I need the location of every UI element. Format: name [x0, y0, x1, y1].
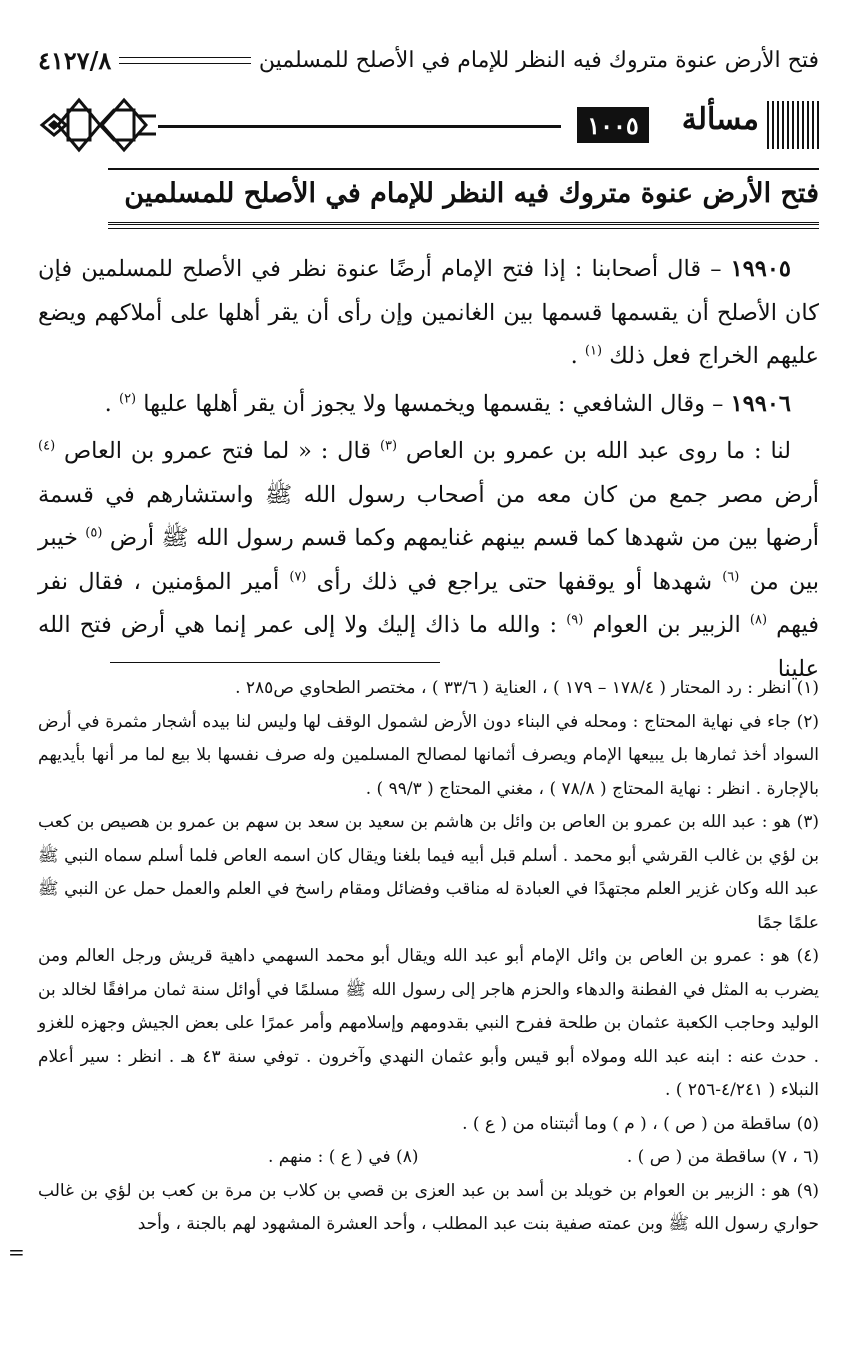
paragraph-text: خيبر بين من — [38, 525, 819, 595]
paragraph-text: – وقال الشافعي : يقسمها ويخمسها ولا يجوز أن يقر أهلها عليها — [136, 390, 731, 417]
continuation-mark: = — [8, 1240, 25, 1264]
paragraph-evidence — [38, 430, 819, 691]
section-title: فتح الأرض عنوة متروك فيه النظر للإمام في الأصلح للمسلمين — [124, 178, 819, 209]
paragraph-text: : والله ما ذاك إليك ولا إلى عمر إنما هي أرض فتح الله علينا — [38, 612, 819, 682]
main-text — [38, 248, 819, 695]
paragraph-number: ١٩٩٠٥ — [730, 256, 791, 282]
issue-label: مسألة — [681, 102, 759, 137]
footnote-row-6-8 — [38, 1141, 819, 1175]
footnote-separator — [110, 662, 440, 663]
paragraph-end: . — [104, 390, 119, 417]
running-header — [38, 40, 819, 80]
footnote-ref: (٨) — [749, 612, 768, 628]
footnote-ref: (٧) — [289, 569, 307, 584]
title-bottom-rule — [108, 222, 819, 229]
issue-number-badge: ١٠٠٥ — [577, 107, 649, 143]
footnote-ref: (٣) — [379, 438, 398, 454]
paragraph-19905 — [38, 248, 819, 379]
paragraph-number: ١٩٩٠٦ — [730, 390, 791, 417]
footnote-3: (٣) هو : عبد الله بن عمرو بن العاص بن وائل بن هاشم بن سعيد بن سعد بن سهم بن عمرو بن هصيص بن كعب بن لؤي بن غالب القرشي أبو محمد . أسلم قبل أبيه فيما بلغنا ويقال كان اسمه العاص فلما أسلم سماه النبي ﷺ عبد الله وكان غزير العلم مجتهدًا في العبادة له مناقب وفضائل ومقام راسخ في العلم والعمل حمل عن النبي ﷺ علمًا جمًا — [38, 812, 819, 933]
footnote-ref: (٦) — [722, 569, 740, 584]
footnotes — [38, 672, 819, 1242]
footnote-ref: (٤) — [38, 438, 56, 454]
issue-band — [38, 96, 819, 154]
footnote-ref: (١) — [584, 343, 603, 359]
footnote-ref: (٥) — [85, 525, 103, 541]
footnote-5: (٥) ساقطة من ( ص ) ، ( م ) وما أثبتناه من ( ع ) . — [462, 1113, 819, 1134]
footnote-ref: (٩) — [566, 612, 584, 628]
paragraph-text: لنا : ما روى عبد الله بن عمرو بن العاص — [397, 438, 791, 464]
footnote-4: (٤) هو : عمرو بن العاص بن وائل الإمام أبو عبد الله ويقال أبو محمد السهمي داهية قريش ورجل العالم ومن يضرب به المثل في الفطنة والدهاء والحزم هاجر إلى رسول الله ﷺ مسلمًا في أوائل سنة ثمان مرافقًا لخالد بن الوليد وحاجب الكعبة عثمان بن طلحة ففرح النبي بقدومهم وإسلامهم وأمر عمرًا على بعض الجيش وجهزه للغزو . حدث عنه : ابنه عبد الله ومولاه أبو قيس وأبو عثمان النهدي وآخرون . توفي سنة ٤٣ هـ . انظر : سير أعلام النبلاء ( ٤/٢٤١-٢٥٦ ) . — [38, 946, 819, 1100]
footnote-2: (٢) جاء في نهاية المحتاج : ومحله في البناء دون الأرض لشمول الوقف لها وليس لنا بيده أشجار مثمرة في أرض السواد أخذ ثمارها بل يبيعها الإمام ويصرف أثمانها لمصالح المسلمين وله صرف نفسها بلا بيع لما مر أنها بأيديهم بالإجارة . انظر : نهاية المحتاج ( ٧٨/٨ ) ، مغني المحتاج ( ٩٩/٣ ) . — [38, 711, 819, 799]
running-header-rule — [119, 57, 251, 64]
paragraph-19906 — [38, 383, 819, 427]
paragraph-text: – قال أصحابنا : إذا فتح الإمام أرضًا عنوة نظر في الأصلح للمسلمين فإن كان الأصلح أن يقسمها قسمها بين الغانمين وإن رأى أن يقر أهلها على أملاكهم ويضع عليهم الخراج فعل ذلك — [38, 256, 819, 369]
knot-ornament-icon — [38, 96, 160, 154]
paragraph-text: الزبير بن العوام — [583, 612, 750, 638]
paragraph-text: شهدها أو يوقفها حتى يراجع في ذلك رأى — [306, 568, 723, 595]
footnote-1: (١) انظر : رد المحتار ( ١٧٨/٤ – ١٧٩ ) ، العناية ( ٣٣/٦ ) ، مختصر الطحاوي ص٢٨٥ . — [235, 678, 819, 698]
paragraph-text: أمير المؤمنين ، فقال نفر فيهم — [38, 568, 819, 638]
footnote-ref: (٢) — [118, 391, 137, 406]
striped-ornament — [767, 101, 819, 149]
band-rule — [158, 125, 561, 128]
title-top-rule — [108, 168, 819, 170]
footnote-8: (٨) في ( ع ) : منهم . — [268, 1147, 419, 1167]
running-header-number: ٤١٢٧/٨ — [38, 45, 112, 75]
book-page — [8, 0, 819, 1354]
footnote-6-7: (٦ ، ٧) ساقطة من ( ص ) . — [626, 1147, 819, 1167]
paragraph-end: . — [570, 343, 585, 369]
paragraph-text: قال : « لما فتح عمرو بن العاص — [55, 438, 380, 464]
paragraph-text: أرض مصر جمع من كان معه من أصحاب رسول الله ﷺ واستشارهم في قسمة أرضها بين من شهدها كما قسم بينهم غنايمهم وكما قسم رسول الله ﷺ أرض — [38, 481, 819, 551]
footnote-9: (٩) هو : الزبير بن العوام بن خويلد بن أسد بن عبد العزى بن قصي بن كلاب بن مرة بن كعب بن لؤي بن غالب حواري رسول الله ﷺ وبن عمته صفية بنت عبد المطلب ، وأحد العشرة المشهود لهم بالجنة ، وأحد — [38, 1180, 819, 1234]
running-header-title: فتح الأرض عنوة متروك فيه النظر للإمام في الأصلح للمسلمين — [258, 47, 819, 73]
